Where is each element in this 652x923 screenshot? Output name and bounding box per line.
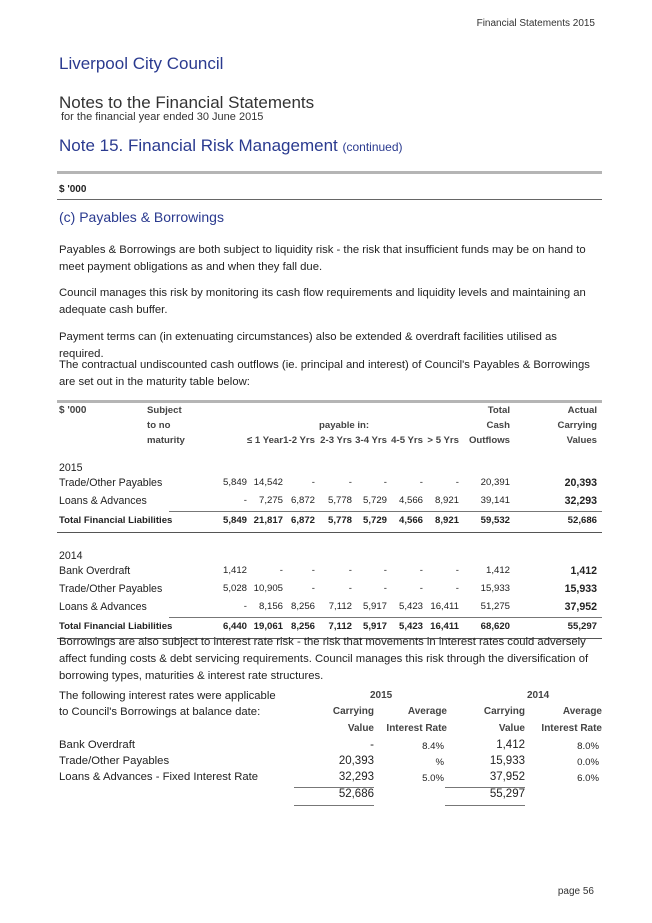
table-cell: 14,542 (253, 477, 283, 488)
table-header-cell: Carrying (557, 420, 597, 431)
table-cell: 1,412 (485, 565, 510, 576)
table-cell: - (455, 583, 459, 594)
table-cell: 5,028 (222, 583, 247, 594)
table-header-cell: Total (487, 405, 510, 416)
section-title: (c) Payables & Borrowings (59, 209, 224, 225)
divider (57, 199, 602, 200)
table-cell: 20,391 (480, 477, 510, 488)
table-cell: 0.0% (577, 757, 599, 768)
table-cell: - (455, 565, 459, 576)
row-label: Total Financial Liabilities (59, 515, 173, 526)
row-label: Trade/Other Payables (59, 755, 170, 767)
table-header-row (57, 405, 602, 420)
row-label: Loans & Advances (59, 601, 147, 613)
table-header-cell: 2-3 Yrs (320, 435, 352, 446)
rates-header-row (57, 690, 602, 706)
row-label: Trade/Other Payables (59, 477, 163, 489)
table-cell: - (279, 565, 283, 576)
table-header-cell: payable in: (319, 420, 370, 431)
table-cell: 6,440 (222, 621, 247, 632)
units-label: $ '000 (59, 184, 87, 195)
table-cell: 8,156 (258, 601, 283, 612)
table-cell: 1,412 (222, 565, 247, 576)
column-header: Interest Rate (386, 723, 447, 734)
underline (57, 532, 602, 533)
table-header-cell: ≤ 1 Year (246, 435, 283, 446)
total-row (57, 513, 602, 534)
row-label: Trade/Other Payables (59, 583, 163, 595)
table-cell: 5.0% (422, 773, 444, 784)
table-cell: 8.0% (577, 741, 599, 752)
table-cell: 16,411 (430, 621, 459, 632)
row-label: Bank Overdraft (59, 565, 131, 577)
table-cell: - (383, 583, 387, 594)
table-cell: - (419, 565, 423, 576)
table-cell: 1,412 (496, 739, 525, 751)
table-cell: 8,256 (290, 601, 315, 612)
table-cell: % (435, 757, 444, 768)
row-label: Loans & Advances (59, 495, 147, 507)
page-number: page 56 (557, 886, 594, 897)
table-header-cell: Subject (147, 405, 182, 416)
table-cell: - (311, 477, 315, 488)
column-header: Average (407, 706, 447, 717)
table-cell: 8.4% (422, 741, 444, 752)
divider (57, 400, 602, 403)
year-label: 2014 (527, 690, 550, 701)
table-row (57, 583, 602, 601)
table-cell: 5,917 (362, 621, 387, 632)
table-cell: 19,061 (253, 621, 283, 632)
table-cell: 5,729 (362, 495, 387, 506)
column-header: Interest Rate (541, 723, 602, 734)
column-header: Value (498, 723, 525, 734)
paragraph: The contractual undiscounted cash outflows (ie. principal and interest) of Council's Payables & Borrowings are set out in the maturity table below: (59, 359, 590, 388)
table-cell: 21,817 (253, 515, 283, 526)
table-header-cell: to no (147, 420, 171, 431)
table-cell: 15,933 (480, 583, 510, 594)
rates-row (57, 739, 602, 755)
table-cell: 39,141 (480, 495, 510, 506)
table-cell: 15,933 (564, 583, 597, 595)
paragraph: Payment terms can (in extenuating circumstances) also be extended & overdraft facilities utilised as required. (59, 331, 557, 360)
table-cell: 20,393 (338, 755, 374, 767)
rates-header-row (57, 706, 602, 723)
table-cell: 8,921 (434, 495, 459, 506)
table-cell: 20,393 (564, 477, 597, 489)
table-cell: 55,297 (567, 621, 597, 632)
table-row (57, 565, 602, 583)
table-cell: - (348, 565, 352, 576)
underline (445, 805, 525, 806)
document-label: Financial Statements 2015 (476, 18, 595, 29)
table-cell: 6,872 (290, 515, 315, 526)
row-label: Bank Overdraft (59, 739, 135, 751)
year-row (57, 462, 602, 477)
year-label: 2014 (59, 550, 83, 562)
table-cell: 5,778 (327, 495, 352, 506)
table-cell: 5,423 (398, 621, 423, 632)
table-header-row (57, 420, 602, 435)
year-row (57, 550, 602, 565)
table-cell: 7,275 (258, 495, 283, 506)
table-header-cell: Values (566, 435, 597, 446)
table-cell: 16,411 (430, 601, 459, 612)
table-cell: - (455, 477, 459, 488)
table-cell: 52,686 (567, 515, 597, 526)
table-header-cell: Cash (486, 420, 510, 431)
table-cell: 6.0% (577, 773, 599, 784)
table-header-cell: 1-2 Yrs (283, 435, 315, 446)
paragraph: Payables & Borrowings are both subject to liquidity risk - the risk that insufficient funds may be on hand to meet payment obligations as and when they fall due. (59, 244, 586, 273)
table-cell: 37,952 (489, 771, 525, 783)
note-heading-suffix: (continued) (342, 140, 403, 154)
intro-text: The following interest rates were applicable (59, 690, 276, 702)
notes-subtitle: for the financial year ended 30 June 2015 (61, 111, 264, 123)
column-header: Value (347, 723, 374, 734)
underline (169, 617, 602, 618)
table-cell: 32,293 (564, 495, 597, 507)
table-cell: 6,872 (290, 495, 315, 506)
intro-text: to Council's Borrowings at balance date: (59, 706, 261, 718)
table-row (57, 601, 602, 619)
table-cell: 5,423 (398, 601, 423, 612)
row-label: Total Financial Liabilities (59, 621, 173, 632)
table-cell: - (311, 565, 315, 576)
table-cell: 55,297 (489, 788, 525, 800)
spacer (57, 534, 602, 550)
year-label: 2015 (370, 690, 393, 701)
underline (294, 805, 374, 806)
rates-header-row (57, 723, 602, 739)
table-header-row (57, 435, 602, 450)
table-cell: - (383, 565, 387, 576)
table-cell: 51,275 (480, 601, 510, 612)
spacer (57, 450, 602, 462)
table-row (57, 495, 602, 513)
underline (169, 511, 602, 512)
table-cell: - (348, 477, 352, 488)
note-heading (59, 136, 403, 156)
units-label: $ '000 (59, 405, 87, 416)
table-row (57, 477, 602, 495)
council-name: Liverpool City Council (59, 54, 224, 73)
table-cell: 15,933 (489, 755, 525, 767)
column-header: Average (562, 706, 602, 717)
table-header-cell: 4-5 Yrs (391, 435, 423, 446)
year-label: 2015 (59, 462, 83, 474)
rates-row (57, 771, 602, 787)
table-cell: 52,686 (338, 788, 374, 800)
paragraph: Council manages this risk by monitoring its cash flow requirements and liquidity levels and maintaining an adequate cash buffer. (59, 287, 586, 316)
table-header-cell: maturity (147, 435, 185, 446)
table-cell: - (348, 583, 352, 594)
table-cell: - (419, 583, 423, 594)
divider (57, 171, 602, 174)
rates-total-row (57, 787, 602, 806)
column-header: Carrying (332, 706, 374, 717)
table-cell: 7,112 (328, 601, 352, 612)
table-header-cell: Outflows (468, 435, 510, 446)
table-cell: 5,778 (327, 515, 352, 526)
note-heading-text: Note 15. Financial Risk Management (59, 136, 338, 155)
column-header: Carrying (483, 706, 525, 717)
table-cell: 5,917 (362, 601, 387, 612)
table-header-cell: 3-4 Yrs (355, 435, 387, 446)
table-cell: 8,256 (290, 621, 315, 632)
table-cell: 5,849 (222, 477, 247, 488)
table-cell: 68,620 (480, 621, 510, 632)
table-cell: 5,729 (362, 515, 387, 526)
notes-title: Notes to the Financial Statements (59, 93, 315, 112)
table-cell: 4,566 (398, 515, 423, 526)
table-cell: - (311, 583, 315, 594)
interest-paragraph: Borrowings are also subject to interest rate risk - the risk that movements in interest rates could adversely affect funding costs & debt servicing requirements. Council manages this risk through the diversification of borrowing types, maturities & interest rate structures. (59, 636, 589, 682)
table-header-cell: > 5 Yrs (427, 435, 459, 446)
table-cell: 4,566 (398, 495, 423, 506)
maturity-table (57, 405, 602, 640)
table-cell: - (383, 477, 387, 488)
table-cell: 32,293 (338, 771, 374, 783)
table-cell: 1,412 (570, 565, 597, 577)
table-cell: 5,849 (222, 515, 247, 526)
table-cell: - (243, 601, 247, 612)
table-cell: 59,532 (480, 515, 510, 526)
table-cell: - (243, 495, 247, 506)
table-cell: 10,905 (253, 583, 283, 594)
rates-row (57, 755, 602, 771)
interest-rates-table (57, 690, 602, 806)
table-cell: 7,112 (328, 621, 352, 632)
table-cell: - (370, 739, 374, 751)
row-label: Loans & Advances - Fixed Interest Rate (59, 771, 259, 783)
table-cell: 37,952 (564, 601, 597, 613)
table-header-cell: Actual (567, 405, 597, 416)
table-cell: 8,921 (434, 515, 459, 526)
table-cell: - (419, 477, 423, 488)
